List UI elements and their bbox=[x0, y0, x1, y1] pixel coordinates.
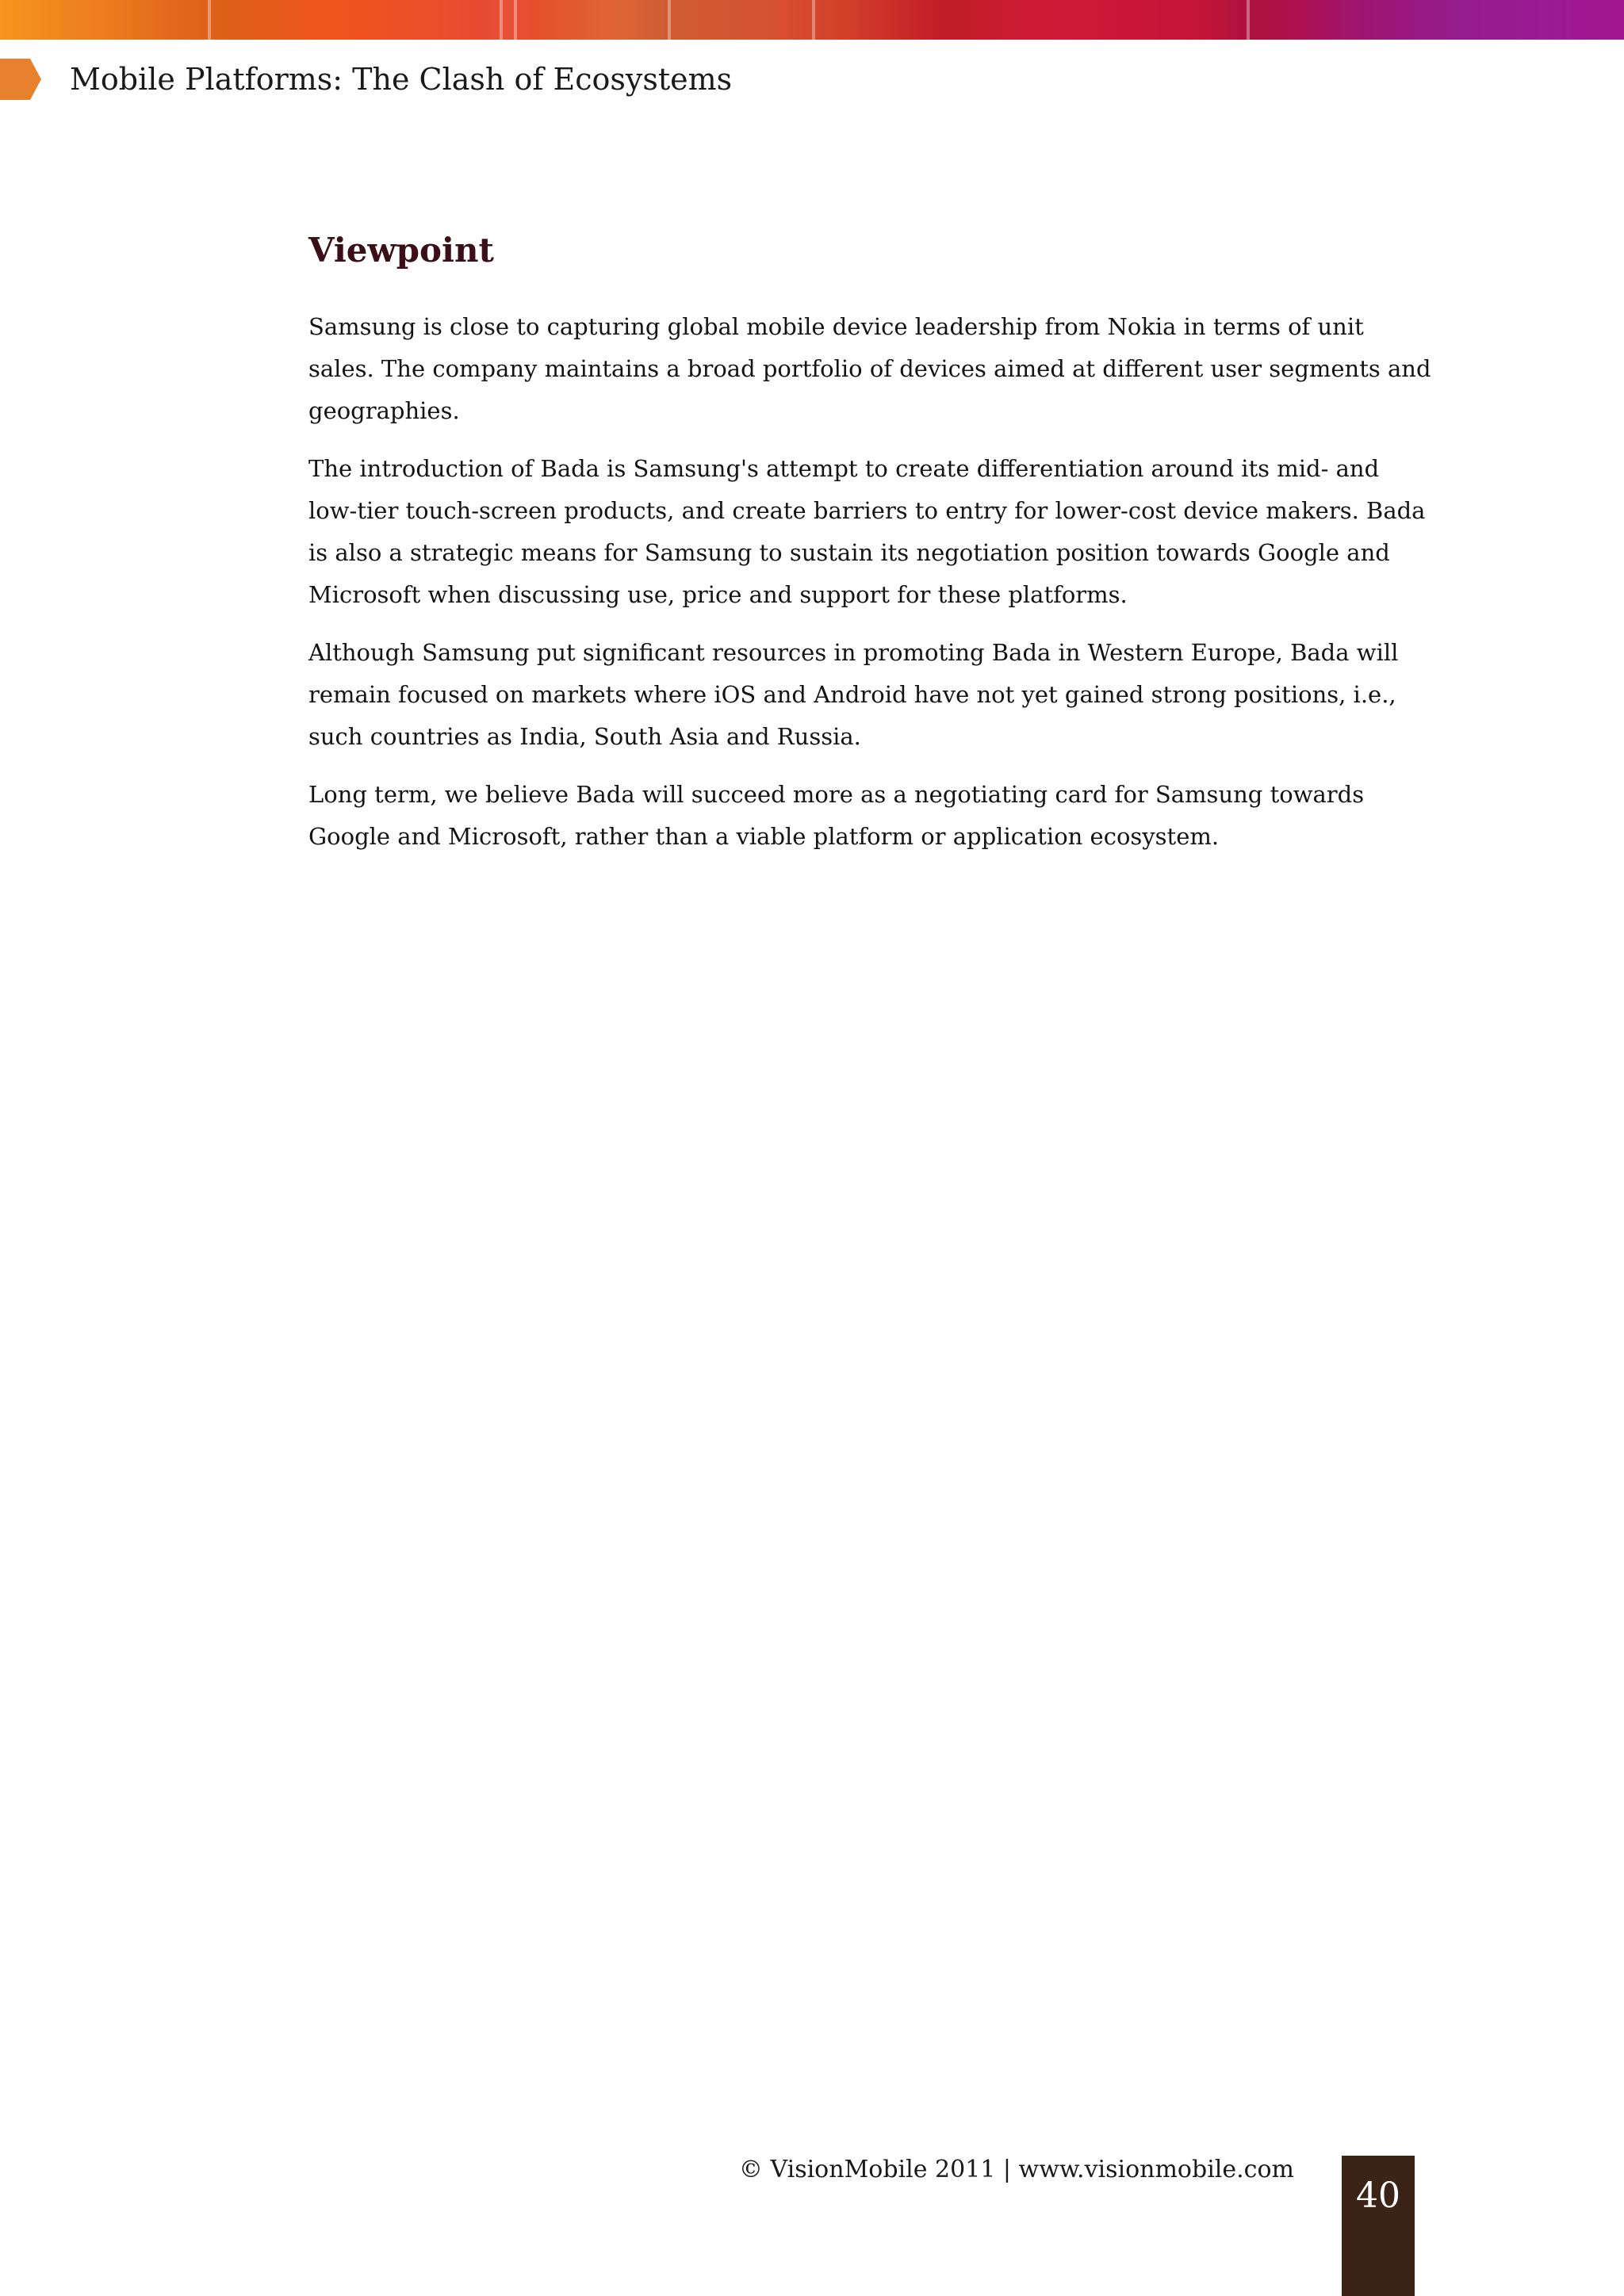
document-title: Mobile Platforms: The Clash of Ecosystems bbox=[70, 62, 733, 97]
paragraph-1: Samsung is close to capturing global mobile device leadership from Nokia in terms of unit sales. The company maintains a broad portfolio of devices aimed at different user segments and geographies. bbox=[308, 313, 1431, 424]
page-number-box bbox=[1342, 2156, 1415, 2296]
header-color-stripe bbox=[0, 0, 1624, 40]
paragraph-4: Long term, we believe Bada will succeed more as a negotiating card for Samsung towards Google and Microsoft, rather than a viable platform or application ecosystem. bbox=[308, 781, 1365, 850]
paragraph-3: Although Samsung put significant resources in promoting Bada in Western Europe, Bada will remain focused on markets where iOS and Android have not yet gained strong positions, i.e., such countries as India, South Asia and Russia. bbox=[308, 639, 1399, 750]
chevron-marker-icon bbox=[0, 59, 41, 100]
footer-copyright: © VisionMobile 2011 | www.visionmobile.com bbox=[738, 2156, 1294, 2183]
page-number: 40 bbox=[1356, 2175, 1400, 2216]
section-heading-viewpoint: Viewpoint bbox=[308, 231, 494, 270]
paragraph-2: The introduction of Bada is Samsung's attempt to create differentiation around its mid- and low-tier touch-screen products, and create barriers to entry for lower-cost device makers. Bada is also a strategic means for Samsung to sustain its negotiation position towards Google and Microsoft when discussing use, price and support for these platforms. bbox=[308, 455, 1426, 608]
main-content bbox=[308, 227, 1434, 874]
